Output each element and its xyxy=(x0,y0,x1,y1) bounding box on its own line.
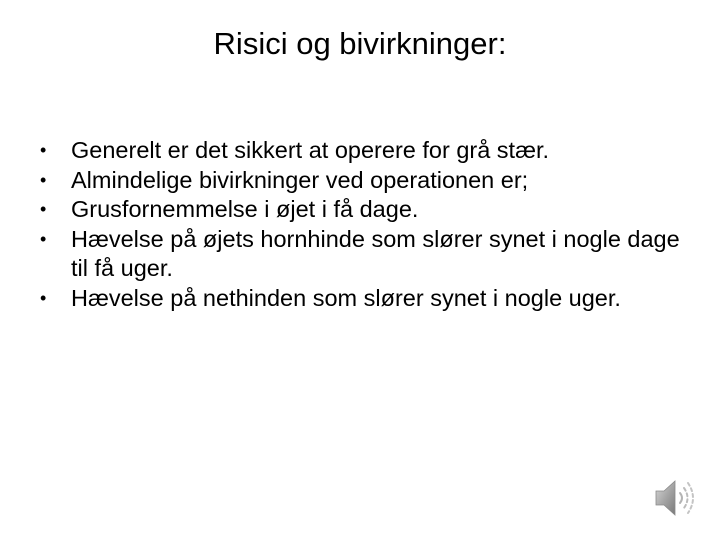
bullet-list xyxy=(40,136,690,313)
bullet-item xyxy=(40,166,690,196)
bullet-item xyxy=(40,284,690,314)
bullet-text: Grusfornemmelse i øjet i få dage. xyxy=(71,196,419,222)
bullet-text: Generelt er det sikkert at operere for grå stær. xyxy=(71,137,550,163)
bullet-item xyxy=(40,136,690,166)
bullet-item xyxy=(40,225,690,284)
bullet-marker: • xyxy=(40,228,47,249)
bullet-text: Hævelse på øjets hornhinde som slører synet i nogle dage til få uger. xyxy=(71,225,680,281)
bullet-marker: • xyxy=(40,287,47,308)
bullet-text: Hævelse på nethinden som slører synet i nogle uger. xyxy=(71,284,621,311)
speaker-icon[interactable] xyxy=(650,473,700,523)
bullet-text: Almindelige bivirkninger ved operationen er; xyxy=(71,166,529,193)
bullet-marker: • xyxy=(40,169,47,190)
slide-title: Risici og bivirkninger: xyxy=(213,26,507,61)
bullet-marker: • xyxy=(40,140,47,160)
bullet-item xyxy=(40,195,690,225)
bullet-marker: • xyxy=(40,199,47,219)
